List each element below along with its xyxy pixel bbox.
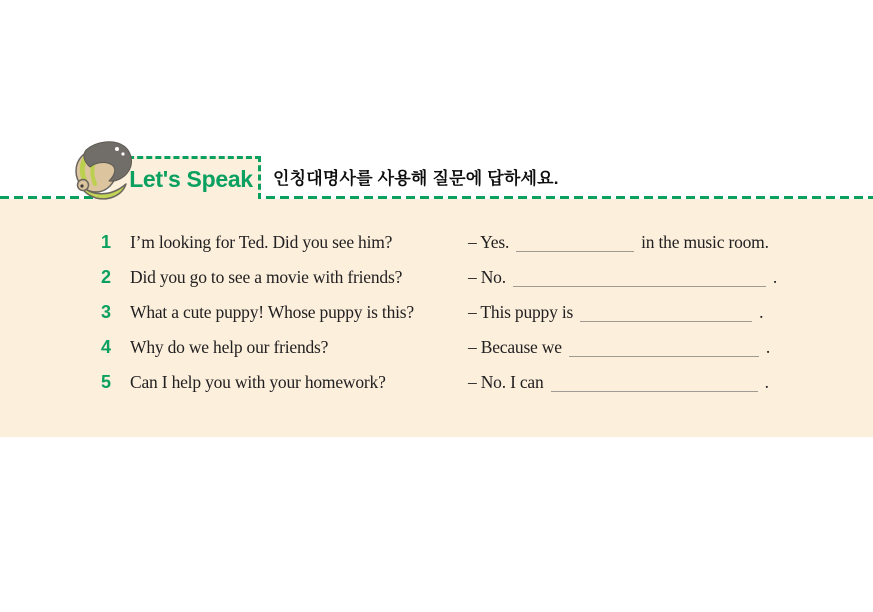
question-row	[0, 265, 873, 300]
answer-blank[interactable]	[551, 377, 758, 392]
answer-prefix: – Because we	[468, 337, 562, 357]
question-text: I’m looking for Ted. Did you see him?	[130, 232, 393, 252]
question-number: 5	[100, 372, 111, 392]
answer-prefix: – This puppy is	[468, 302, 574, 322]
answer-text	[468, 265, 777, 289]
answer-text	[468, 230, 769, 254]
question-number: 1	[100, 232, 111, 252]
question-row	[0, 370, 873, 405]
answer-blank[interactable]	[580, 307, 752, 322]
question-number: 3	[100, 302, 111, 322]
question-row	[0, 230, 873, 265]
answer-blank[interactable]	[516, 237, 634, 252]
answer-prefix: – Yes.	[468, 232, 510, 252]
question-row	[0, 300, 873, 335]
question-text: What a cute puppy! Whose puppy is this?	[130, 302, 414, 322]
answer-blank[interactable]	[569, 342, 759, 357]
question-number: 4	[100, 337, 111, 357]
question-text: Can I help you with your homework?	[130, 372, 386, 392]
fish-icon	[72, 140, 136, 200]
section-title: Let's Speak	[129, 165, 253, 192]
answer-prefix: – No. I can	[468, 372, 544, 392]
answer-suffix: in the music room.	[641, 232, 769, 252]
answer-suffix: .	[759, 302, 764, 322]
question-row	[0, 335, 873, 370]
question-list	[0, 230, 873, 405]
answer-text	[468, 335, 770, 359]
question-number: 2	[100, 267, 111, 287]
answer-suffix: .	[772, 267, 778, 287]
answer-prefix: – No.	[468, 267, 506, 287]
answer-suffix: .	[764, 372, 769, 392]
question-text: Did you go to see a movie with friends?	[130, 267, 403, 287]
answer-text	[468, 370, 769, 394]
answer-text	[468, 300, 763, 324]
question-text: Why do we help our friends?	[130, 337, 329, 357]
answer-suffix: .	[765, 337, 770, 357]
instruction-text: 인칭대명사를 사용해 질문에 답하세요.	[273, 169, 559, 188]
answer-blank[interactable]	[513, 272, 766, 287]
